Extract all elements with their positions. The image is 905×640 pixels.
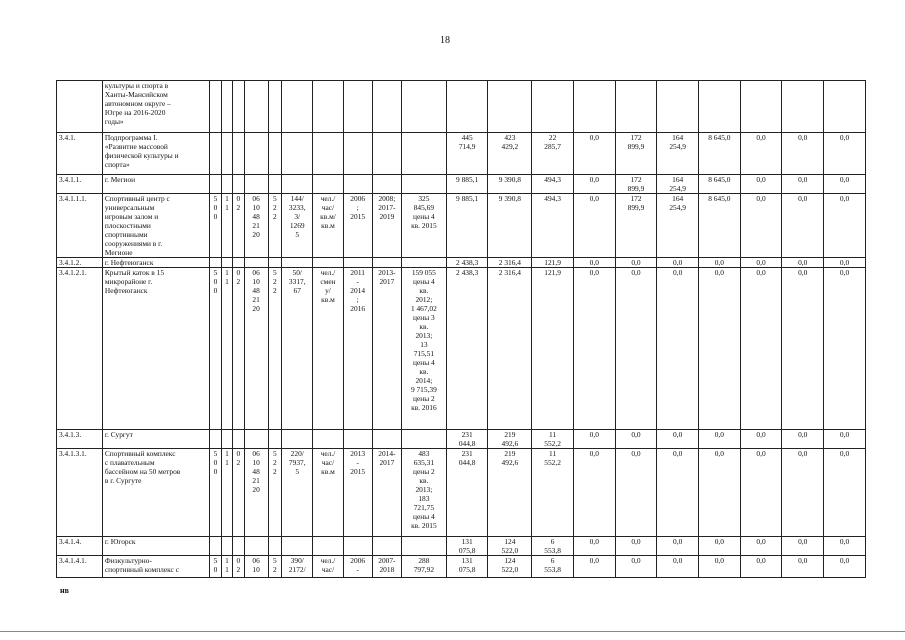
cell-v10: 0,0 bbox=[824, 430, 866, 449]
cell-name: г. Нефтеюганск bbox=[102, 258, 209, 268]
cell-v6 bbox=[657, 81, 699, 133]
cell-c2 bbox=[221, 133, 232, 175]
cell-c5 bbox=[268, 430, 282, 449]
table-row bbox=[57, 81, 866, 133]
cell-v5: 172 899,9 bbox=[615, 175, 657, 194]
cell-v1: 2 438,3 bbox=[446, 258, 488, 268]
cell-c1: 5 0 0 bbox=[210, 268, 221, 430]
cell-v3: 494,3 bbox=[532, 175, 574, 194]
cell-c4 bbox=[244, 430, 268, 449]
cell-code bbox=[57, 81, 103, 133]
cell-v3: 11 552,2 bbox=[532, 430, 574, 449]
cell-v5: 172 899,9 bbox=[615, 194, 657, 258]
cell-c10 bbox=[401, 81, 446, 133]
cell-v2 bbox=[488, 81, 532, 133]
cell-v8: 0,0 bbox=[740, 194, 782, 258]
cell-c10: 483 635,31 цены 2 кв. 2013; 183 721,75 цены 4 кв. 2015 bbox=[401, 449, 446, 537]
cell-v4 bbox=[573, 81, 615, 133]
cell-c1 bbox=[210, 430, 221, 449]
cell-c5 bbox=[268, 133, 282, 175]
cell-v1: 231 044,8 bbox=[446, 430, 488, 449]
cell-v10: 0,0 bbox=[824, 258, 866, 268]
cell-v7: 8 645,0 bbox=[699, 194, 741, 258]
cell-c8 bbox=[343, 430, 372, 449]
cell-c1: 5 0 0 bbox=[210, 449, 221, 537]
cell-c3: 0 2 bbox=[233, 268, 244, 430]
cell-v5: 0,0 bbox=[615, 430, 657, 449]
cell-c1 bbox=[210, 133, 221, 175]
cell-c1: 5 0 bbox=[210, 556, 221, 578]
cell-c1 bbox=[210, 175, 221, 194]
cell-v10: 0,0 bbox=[824, 194, 866, 258]
cell-v2: 2 316,4 bbox=[488, 268, 532, 430]
cell-v3: 121,9 bbox=[532, 258, 574, 268]
cell-c9: 2007- 2018 bbox=[372, 556, 401, 578]
cell-v10: 0,0 bbox=[824, 133, 866, 175]
cell-name: Спортивный комплекс с плавательным бассейном на 50 метров в г. Сургуте bbox=[102, 449, 209, 537]
cell-v9: 0,0 bbox=[782, 194, 824, 258]
cell-v6: 164 254,9 bbox=[657, 175, 699, 194]
cell-name: Подпрограмма I. «Развитие массовой физической культуры и спорта» bbox=[102, 133, 209, 175]
cell-c8: 2013 - 2015 bbox=[343, 449, 372, 537]
cell-c3: 0 2 bbox=[233, 194, 244, 258]
cell-c9: 2013- 2017 bbox=[372, 268, 401, 430]
cell-v10: 0,0 bbox=[824, 175, 866, 194]
cell-c6 bbox=[282, 430, 313, 449]
cell-v1 bbox=[446, 81, 488, 133]
cell-v4: 0,0 bbox=[573, 258, 615, 268]
cell-v2: 219 492,6 bbox=[488, 449, 532, 537]
cell-c1 bbox=[210, 258, 221, 268]
cell-v2: 423 429,2 bbox=[488, 133, 532, 175]
cell-v6: 0,0 bbox=[657, 268, 699, 430]
cell-c2 bbox=[221, 258, 232, 268]
cell-v7: 0,0 bbox=[699, 449, 741, 537]
cell-c2 bbox=[221, 175, 232, 194]
cell-c8: 2006 ; 2015 bbox=[343, 194, 372, 258]
cell-c6 bbox=[282, 258, 313, 268]
cell-c4 bbox=[244, 537, 268, 556]
cell-v10: 0,0 bbox=[824, 449, 866, 537]
cell-c5: 5 2 2 bbox=[268, 268, 282, 430]
cell-code: 3.4.1.2.1. bbox=[57, 268, 103, 430]
cell-v9: 0,0 bbox=[782, 430, 824, 449]
cell-v1: 131 075,8 bbox=[446, 556, 488, 578]
cell-c7 bbox=[313, 133, 343, 175]
cell-v1: 2 438,3 bbox=[446, 268, 488, 430]
cell-v5: 0,0 bbox=[615, 556, 657, 578]
cell-v4: 0,0 bbox=[573, 268, 615, 430]
cell-v9: 0,0 bbox=[782, 537, 824, 556]
cell-v9: 0,0 bbox=[782, 449, 824, 537]
cell-c7 bbox=[313, 81, 343, 133]
table-row bbox=[57, 175, 866, 194]
cell-name: Крытый каток в 15 микрорайоне г. Нефтеюганск bbox=[102, 268, 209, 430]
cell-c5: 5 2 2 bbox=[268, 194, 282, 258]
cell-v10 bbox=[824, 81, 866, 133]
cell-v1: 445 714,9 bbox=[446, 133, 488, 175]
cell-v3: 22 285,7 bbox=[532, 133, 574, 175]
cell-c7 bbox=[313, 537, 343, 556]
cell-c3 bbox=[233, 175, 244, 194]
cell-c7 bbox=[313, 175, 343, 194]
cell-c4: 06 10 bbox=[244, 556, 268, 578]
cell-v4: 0,0 bbox=[573, 430, 615, 449]
cell-c3: 0 2 bbox=[233, 556, 244, 578]
cell-name: культуры и спорта в Ханты-Мансийском автономном округе – Югре на 2016-2020 годы» bbox=[102, 81, 209, 133]
cell-c4 bbox=[244, 133, 268, 175]
cell-c5 bbox=[268, 258, 282, 268]
cell-v8 bbox=[740, 81, 782, 133]
cell-v10: 0,0 bbox=[824, 537, 866, 556]
cell-c9: 2008; 2017- 2019 bbox=[372, 194, 401, 258]
cell-c7: чел./ час/ кв.м bbox=[313, 449, 343, 537]
cell-v2: 124 522,0 bbox=[488, 556, 532, 578]
cell-v6: 164 254,9 bbox=[657, 133, 699, 175]
cell-c2: 1 1 bbox=[221, 194, 232, 258]
cell-c2 bbox=[221, 430, 232, 449]
cell-c1 bbox=[210, 537, 221, 556]
cell-c8: 2006 - bbox=[343, 556, 372, 578]
cell-c6 bbox=[282, 537, 313, 556]
cell-name: Физкультурно- спортивный комплекс с bbox=[102, 556, 209, 578]
cell-v9: 0,0 bbox=[782, 268, 824, 430]
cell-c5 bbox=[268, 537, 282, 556]
cell-v3 bbox=[532, 81, 574, 133]
cell-c2: 1 1 bbox=[221, 268, 232, 430]
cell-c5: 5 2 bbox=[268, 556, 282, 578]
cell-v1: 9 885,1 bbox=[446, 175, 488, 194]
cell-c10 bbox=[401, 258, 446, 268]
cell-c9 bbox=[372, 175, 401, 194]
cell-c8 bbox=[343, 175, 372, 194]
cell-v2: 9 390,8 bbox=[488, 194, 532, 258]
cell-c2: 1 1 bbox=[221, 556, 232, 578]
table-row bbox=[57, 556, 866, 578]
cell-v6: 0,0 bbox=[657, 449, 699, 537]
table-row bbox=[57, 133, 866, 175]
cell-v5: 0,0 bbox=[615, 268, 657, 430]
cell-code: 3.4.1.1.1. bbox=[57, 194, 103, 258]
cell-code: 3.4.1.4. bbox=[57, 537, 103, 556]
cell-v7 bbox=[699, 81, 741, 133]
cell-name: г. Сургут bbox=[102, 430, 209, 449]
cell-c4: 06 10 48 21 20 bbox=[244, 449, 268, 537]
cell-c3 bbox=[233, 430, 244, 449]
cell-code: 3.4.1.3. bbox=[57, 430, 103, 449]
cell-v3: 494,3 bbox=[532, 194, 574, 258]
cell-v8: 0,0 bbox=[740, 268, 782, 430]
cell-v3: 6 553,8 bbox=[532, 537, 574, 556]
program-table bbox=[56, 80, 866, 578]
table-row bbox=[57, 268, 866, 430]
cell-v10: 0,0 bbox=[824, 268, 866, 430]
cell-v9: 0,0 bbox=[782, 175, 824, 194]
table-row bbox=[57, 194, 866, 258]
cell-v6: 0,0 bbox=[657, 430, 699, 449]
cell-v2: 9 390,8 bbox=[488, 175, 532, 194]
cell-c9 bbox=[372, 430, 401, 449]
cell-c1 bbox=[210, 81, 221, 133]
cell-c7 bbox=[313, 430, 343, 449]
cell-c10: 288 797,92 bbox=[401, 556, 446, 578]
cell-c6 bbox=[282, 175, 313, 194]
cell-v7: 0,0 bbox=[699, 556, 741, 578]
cell-c6: 390/ 2172/ bbox=[282, 556, 313, 578]
cell-v2: 2 316,4 bbox=[488, 258, 532, 268]
cell-c3 bbox=[233, 258, 244, 268]
cell-name: Спортивный центр с универсальным игровым залом и плоскостными спортивными сооружениями в г. Мегионе bbox=[102, 194, 209, 258]
cell-c8 bbox=[343, 537, 372, 556]
cell-v8: 0,0 bbox=[740, 537, 782, 556]
cell-v9: 0,0 bbox=[782, 258, 824, 268]
cell-code: 3.4.1.3.1. bbox=[57, 449, 103, 537]
cell-v2: 219 492,6 bbox=[488, 430, 532, 449]
cell-c6 bbox=[282, 81, 313, 133]
cell-c9 bbox=[372, 133, 401, 175]
cell-c10: 159 055 цены 4 кв. 2012; 1 467,02 цены 3 кв. 2013; 13 715,51 цены 4 кв. 2014; 9 715,39 цены 2 кв. 2016 bbox=[401, 268, 446, 430]
cell-c10 bbox=[401, 175, 446, 194]
cell-c9 bbox=[372, 258, 401, 268]
cell-c3: 0 2 bbox=[233, 449, 244, 537]
cell-v1: 231 044,8 bbox=[446, 449, 488, 537]
cell-v6: 164 254,9 bbox=[657, 194, 699, 258]
cell-v4: 0,0 bbox=[573, 175, 615, 194]
cell-v6: 0,0 bbox=[657, 258, 699, 268]
cell-v1: 131 075,8 bbox=[446, 537, 488, 556]
cell-v6: 0,0 bbox=[657, 556, 699, 578]
cell-v1: 9 885,1 bbox=[446, 194, 488, 258]
cell-v8: 0,0 bbox=[740, 430, 782, 449]
cell-c10 bbox=[401, 537, 446, 556]
cell-c7: чел./ час/ кв.м/ кв.м bbox=[313, 194, 343, 258]
cell-c5: 5 2 2 bbox=[268, 449, 282, 537]
cell-c5 bbox=[268, 81, 282, 133]
cell-v5: 172 899,9 bbox=[615, 133, 657, 175]
table-row bbox=[57, 449, 866, 537]
cell-v4: 0,0 bbox=[573, 556, 615, 578]
cell-v3: 6 553,8 bbox=[532, 556, 574, 578]
bottom-rule bbox=[0, 631, 905, 632]
cell-c9: 2014- 2017 bbox=[372, 449, 401, 537]
cell-name: г. Югорск bbox=[102, 537, 209, 556]
cell-v2: 124 522,0 bbox=[488, 537, 532, 556]
cell-c4 bbox=[244, 81, 268, 133]
cell-c2: 1 1 bbox=[221, 449, 232, 537]
cell-c3 bbox=[233, 537, 244, 556]
cell-v8: 0,0 bbox=[740, 133, 782, 175]
cell-v4: 0,0 bbox=[573, 133, 615, 175]
cell-c7: чел./ час/ bbox=[313, 556, 343, 578]
cell-v7: 0,0 bbox=[699, 268, 741, 430]
cell-c2 bbox=[221, 81, 232, 133]
cell-c9 bbox=[372, 81, 401, 133]
cell-v5: 0,0 bbox=[615, 449, 657, 537]
cell-name: г. Мегион bbox=[102, 175, 209, 194]
cell-v9: 0,0 bbox=[782, 556, 824, 578]
page-number: 18 bbox=[440, 35, 450, 46]
cell-c7: чел./ смен у/ кв.м bbox=[313, 268, 343, 430]
cell-c8 bbox=[343, 258, 372, 268]
table-row bbox=[57, 430, 866, 449]
cell-v4: 0,0 bbox=[573, 449, 615, 537]
cell-v6: 0,0 bbox=[657, 537, 699, 556]
cell-c4: 06 10 48 21 20 bbox=[244, 194, 268, 258]
cell-c4 bbox=[244, 258, 268, 268]
footer-mark: нв bbox=[60, 586, 69, 595]
cell-c3 bbox=[233, 133, 244, 175]
cell-v4: 0,0 bbox=[573, 537, 615, 556]
cell-v10: 0,0 bbox=[824, 556, 866, 578]
cell-v3: 11 552,2 bbox=[532, 449, 574, 537]
cell-v7: 8 645,0 bbox=[699, 175, 741, 194]
cell-v5: 0,0 bbox=[615, 537, 657, 556]
cell-v7: 0,0 bbox=[699, 258, 741, 268]
cell-v7: 0,0 bbox=[699, 430, 741, 449]
cell-c5 bbox=[268, 175, 282, 194]
cell-v8: 0,0 bbox=[740, 556, 782, 578]
cell-c4: 06 10 48 21 20 bbox=[244, 268, 268, 430]
table-row bbox=[57, 537, 866, 556]
cell-v9: 0,0 bbox=[782, 133, 824, 175]
cell-c4 bbox=[244, 175, 268, 194]
cell-c6: 220/ 7937, 5 bbox=[282, 449, 313, 537]
cell-v4: 0,0 bbox=[573, 194, 615, 258]
cell-v8: 0,0 bbox=[740, 258, 782, 268]
cell-c1: 5 0 0 bbox=[210, 194, 221, 258]
cell-code: 3.4.1.1. bbox=[57, 175, 103, 194]
cell-c8 bbox=[343, 133, 372, 175]
cell-c3 bbox=[233, 81, 244, 133]
table-row bbox=[57, 258, 866, 268]
cell-v5: 0,0 bbox=[615, 258, 657, 268]
cell-v8: 0,0 bbox=[740, 449, 782, 537]
cell-code: 3.4.1. bbox=[57, 133, 103, 175]
cell-v5 bbox=[615, 81, 657, 133]
cell-code: 3.4.1.2. bbox=[57, 258, 103, 268]
cell-v9 bbox=[782, 81, 824, 133]
cell-c10 bbox=[401, 133, 446, 175]
cell-code: 3.4.1.4.1. bbox=[57, 556, 103, 578]
cell-v3: 121,9 bbox=[532, 268, 574, 430]
cell-c8 bbox=[343, 81, 372, 133]
cell-c9 bbox=[372, 537, 401, 556]
cell-c2 bbox=[221, 537, 232, 556]
cell-c6: 50/ 3317, 67 bbox=[282, 268, 313, 430]
cell-c6: 144/ 3233, 3/ 1269 5 bbox=[282, 194, 313, 258]
cell-v7: 8 645,0 bbox=[699, 133, 741, 175]
cell-c6 bbox=[282, 133, 313, 175]
cell-c8: 2011 - 2014 ; 2016 bbox=[343, 268, 372, 430]
cell-c10: 325 845,69 цены 4 кв. 2015 bbox=[401, 194, 446, 258]
cell-v7: 0,0 bbox=[699, 537, 741, 556]
cell-c10 bbox=[401, 430, 446, 449]
cell-v8: 0,0 bbox=[740, 175, 782, 194]
cell-c7 bbox=[313, 258, 343, 268]
